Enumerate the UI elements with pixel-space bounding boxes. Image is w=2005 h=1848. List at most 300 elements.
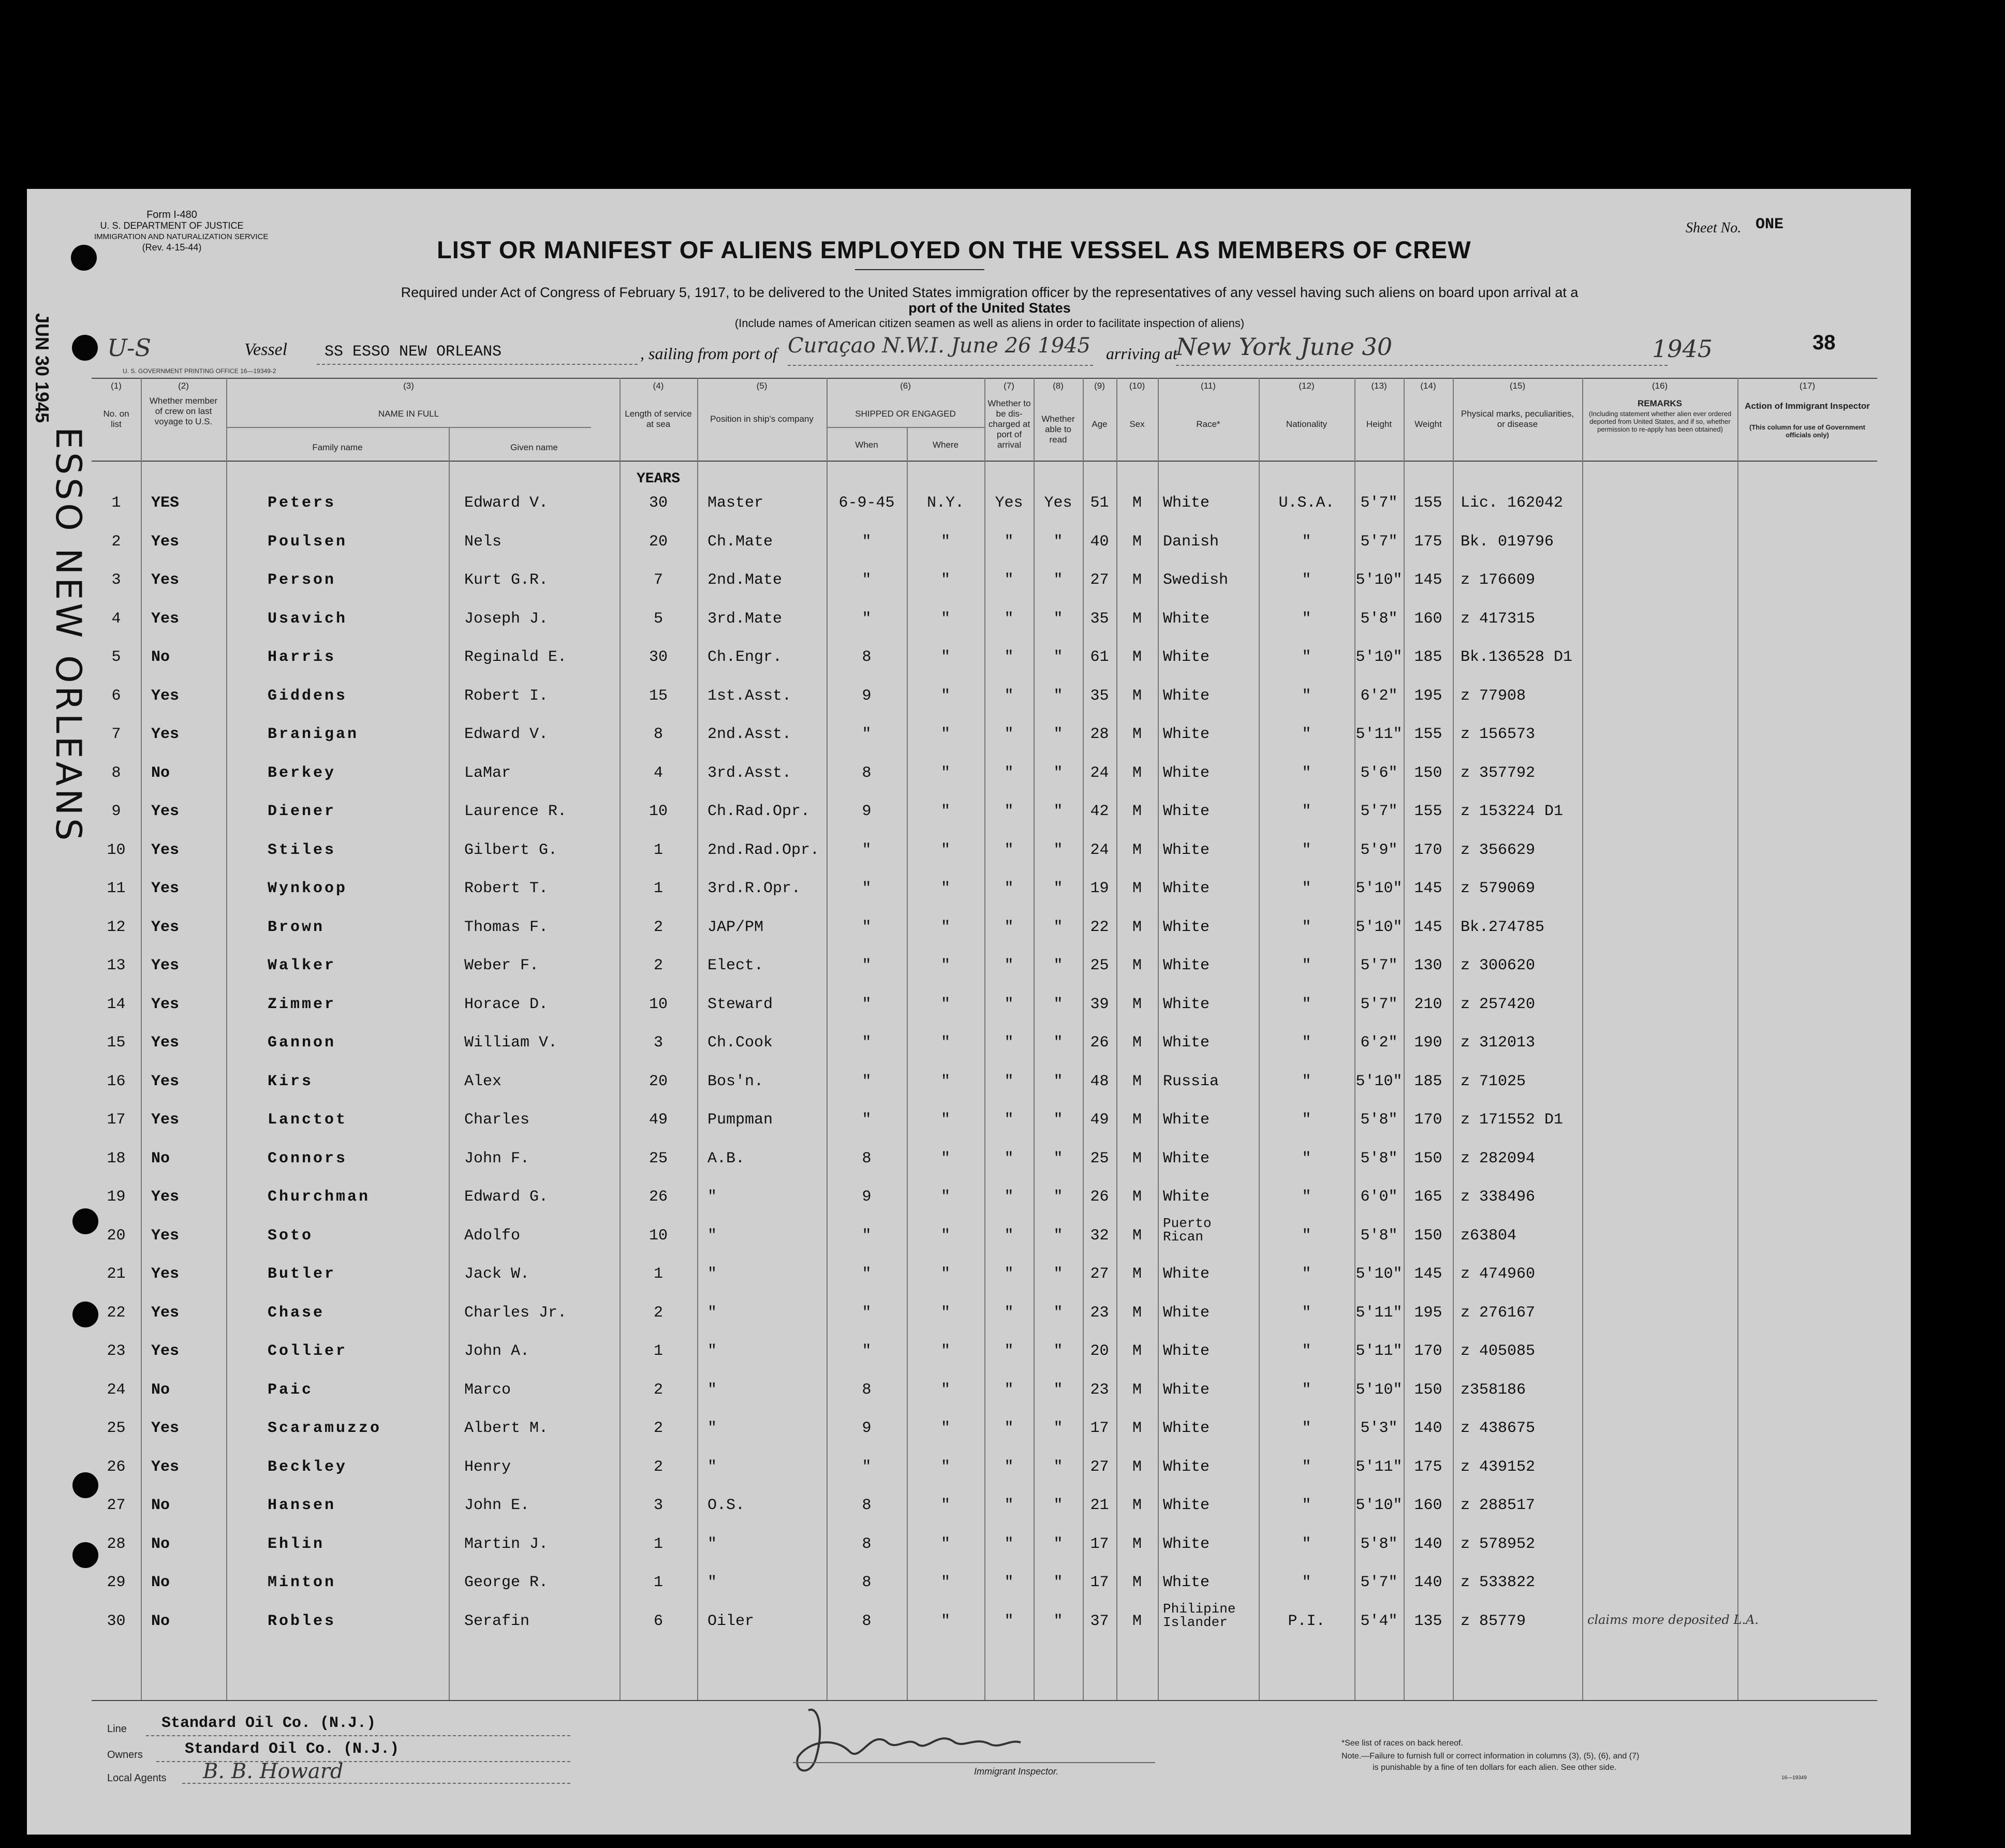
cell-service: 10 <box>648 995 668 1013</box>
cell-no: 16 <box>107 1072 126 1090</box>
cell-disch: " <box>1004 1381 1014 1399</box>
cell-marks: z 356629 <box>1461 841 1536 859</box>
cell-service: 1 <box>653 1574 663 1591</box>
cell-where: " <box>940 1497 950 1514</box>
cell-age: 21 <box>1090 1497 1109 1514</box>
cell-family: Giddens <box>268 687 348 705</box>
cell-disch: " <box>1004 764 1014 782</box>
cell-race: White <box>1163 494 1210 512</box>
cell-race: White <box>1163 957 1210 974</box>
cell-disch: " <box>1004 1420 1014 1437</box>
cell-disch: " <box>1004 1304 1014 1322</box>
header-crew-last-voyage: Whether member of crew on last voyage to U.S. <box>149 396 218 426</box>
cell-read: Yes <box>1044 494 1072 512</box>
cell-no: 19 <box>107 1188 126 1206</box>
cell-marks: z 438675 <box>1461 1420 1536 1437</box>
cell-where: " <box>940 1149 950 1167</box>
cell-disch: " <box>1004 610 1014 628</box>
cell-height: 5'7" <box>1360 494 1398 512</box>
cell-family: Walker <box>268 957 336 974</box>
cell-disch: " <box>1004 1535 1014 1553</box>
cell-read: " <box>1053 880 1063 897</box>
side-stamp-vessel: ESSO NEW ORLEANS <box>48 427 89 844</box>
cell-weight: 150 <box>1414 1226 1442 1245</box>
cell-sex: M <box>1132 1111 1142 1129</box>
table-row <box>92 841 1877 880</box>
cell-given: William V. <box>464 1034 558 1052</box>
cell-age: 61 <box>1090 648 1109 666</box>
sailing-from: Curaçao N.W.I. June 26 1945 <box>788 334 1090 358</box>
owners-value: Standard Oil Co. (N.J.) <box>185 1740 400 1758</box>
cell-nat: " <box>1302 995 1311 1013</box>
cell-nat: " <box>1302 1342 1311 1360</box>
cell-family: Person <box>268 571 336 589</box>
cell-sex: M <box>1132 726 1142 743</box>
cell-age: 39 <box>1090 995 1109 1013</box>
cell-sex: M <box>1132 1072 1142 1090</box>
header-position: Position in ship's company <box>710 414 814 424</box>
cell-where: " <box>940 1458 950 1476</box>
table-row <box>92 494 1877 533</box>
cell-marks: z 338496 <box>1461 1188 1536 1206</box>
cell-race: White <box>1163 1420 1210 1437</box>
cell-service: 1 <box>653 1535 663 1553</box>
cell-nat: " <box>1302 1034 1311 1052</box>
cell-service: 5 <box>653 610 663 628</box>
cell-crew: Yes <box>151 726 180 743</box>
cell-where: " <box>940 1612 950 1630</box>
sailing-underline <box>788 365 1093 366</box>
cell-given: Gilbert G. <box>464 841 558 859</box>
cell-no: 12 <box>107 918 126 936</box>
cell-disch: " <box>1004 841 1014 859</box>
vessel-underline <box>317 364 638 365</box>
cell-sex: M <box>1132 1304 1142 1322</box>
cell-service: 25 <box>648 1149 668 1167</box>
cell-crew: Yes <box>151 571 180 589</box>
cell-sex: M <box>1132 1612 1142 1630</box>
cell-height: 5'8" <box>1360 1535 1398 1553</box>
cell-weight: 145 <box>1414 918 1442 936</box>
cell-crew: Yes <box>151 610 180 628</box>
cell-service: 10 <box>648 803 668 820</box>
cell-no: 13 <box>107 957 126 974</box>
page-number: 38 <box>1812 331 1836 354</box>
cell-nat: " <box>1302 1072 1311 1090</box>
table-row <box>92 1111 1877 1150</box>
cell-when: 8 <box>862 764 872 782</box>
cell-family: Peters <box>268 494 336 512</box>
cell-crew: Yes <box>151 1265 180 1283</box>
cell-service: 2 <box>653 1381 663 1399</box>
cell-given: Thomas F. <box>464 918 549 936</box>
header-length-service: Length of service at sea <box>625 409 692 429</box>
cell-when: 9 <box>862 1420 872 1437</box>
arriving-at: New York June 30 <box>1176 333 1393 361</box>
cell-age: 27 <box>1090 1265 1109 1283</box>
line-label: Line <box>107 1723 127 1735</box>
cell-where: " <box>940 1111 950 1129</box>
cell-marks: z 257420 <box>1461 995 1536 1013</box>
header-shipped: SHIPPED OR ENGAGED <box>855 409 956 419</box>
column-number: (15) <box>1509 381 1526 391</box>
cell-read: " <box>1053 726 1063 743</box>
cell-weight: 140 <box>1414 1535 1442 1553</box>
cell-marks: z 300620 <box>1461 957 1536 974</box>
table-row <box>92 1265 1877 1304</box>
cell-read: " <box>1053 1612 1063 1630</box>
cell-when: " <box>862 726 872 743</box>
cell-height: 6'2" <box>1360 687 1398 705</box>
cell-service: 30 <box>648 648 668 666</box>
cell-crew: No <box>151 648 170 666</box>
header-action-sub: (This column for use of Government officials only) <box>1749 423 1865 439</box>
header-weight: Weight <box>1414 419 1442 429</box>
cell-when: 9 <box>862 1188 872 1206</box>
cell-weight: 140 <box>1414 1420 1442 1437</box>
cell-read: " <box>1053 1420 1063 1437</box>
cell-disch: " <box>1004 918 1014 936</box>
inspector-underline <box>793 1762 1155 1763</box>
vessel-name: SS ESSO NEW ORLEANS <box>325 343 502 361</box>
cell-height: 6'0" <box>1360 1188 1398 1206</box>
cell-disch: " <box>1004 648 1014 666</box>
cell-weight: 135 <box>1414 1612 1442 1630</box>
cell-nat: " <box>1302 648 1311 666</box>
cell-when: 8 <box>862 1535 872 1553</box>
cell-nat: " <box>1302 687 1311 705</box>
cell-position: 1st.Asst. <box>707 687 792 705</box>
cell-race: White <box>1163 648 1210 666</box>
cell-crew: Yes <box>151 1420 180 1437</box>
cell-where: " <box>940 1304 950 1322</box>
cell-race: White <box>1163 726 1210 743</box>
cell-race: White <box>1163 687 1210 705</box>
cell-weight: 140 <box>1414 1574 1442 1591</box>
cell-marks: z 578952 <box>1461 1535 1536 1553</box>
cell-weight: 195 <box>1414 1304 1442 1322</box>
header-when: When <box>855 440 878 450</box>
cell-family: Beckley <box>268 1458 348 1476</box>
cell-age: 51 <box>1090 494 1109 512</box>
cell-disch: " <box>1004 1111 1014 1129</box>
cell-given: Marco <box>464 1381 511 1399</box>
cell-family: Churchman <box>268 1188 371 1206</box>
cell-disch: " <box>1004 995 1014 1013</box>
column-number: (6) <box>900 381 911 391</box>
crew-table <box>92 378 1877 1700</box>
cell-sex: M <box>1132 687 1142 705</box>
cell-no: 24 <box>107 1381 126 1399</box>
column-number: (13) <box>1371 381 1387 391</box>
cell-sex: M <box>1132 918 1142 936</box>
cell-read: " <box>1053 1535 1063 1553</box>
cell-given: Martin J. <box>464 1535 549 1553</box>
cell-nat: " <box>1302 571 1311 589</box>
cell-height: 5'11" <box>1355 1458 1403 1476</box>
cell-race: Russia <box>1163 1072 1219 1090</box>
cell-when: " <box>862 1304 872 1322</box>
cell-nat: " <box>1302 880 1311 897</box>
cell-position: Master <box>707 494 764 512</box>
cell-race: White <box>1163 1458 1210 1476</box>
cell-height: 5'10" <box>1355 1072 1403 1090</box>
cell-disch: " <box>1004 1612 1014 1630</box>
cell-given: John A. <box>464 1342 530 1360</box>
cell-sex: M <box>1132 1149 1142 1167</box>
cell-when: 6-9-45 <box>838 494 895 512</box>
column-number: (11) <box>1201 381 1216 391</box>
cell-given: John E. <box>464 1497 530 1514</box>
cell-where: " <box>940 1420 950 1437</box>
cell-nat: " <box>1302 1226 1311 1245</box>
cell-crew: Yes <box>151 1458 180 1476</box>
cell-age: 24 <box>1090 841 1109 859</box>
cell-nat: " <box>1302 1188 1311 1206</box>
cell-when: " <box>862 1342 872 1360</box>
cell-read: " <box>1053 1265 1063 1283</box>
fine-note-2: is punishable by a fine of ten dollars for each alien. See other side. <box>1373 1763 1617 1772</box>
column-number: (17) <box>1799 381 1816 391</box>
cell-crew: No <box>151 764 170 782</box>
cell-family: Scaramuzzo <box>268 1420 382 1437</box>
cell-given: Henry <box>464 1458 511 1476</box>
cell-sex: M <box>1132 1342 1142 1360</box>
cell-height: 6'2" <box>1360 1034 1398 1052</box>
table-row <box>92 1601 1877 1651</box>
cell-sex: M <box>1132 1265 1142 1283</box>
cell-disch: " <box>1004 1149 1014 1167</box>
cell-marks: z 176609 <box>1461 571 1536 589</box>
cell-disch: " <box>1004 803 1014 820</box>
cell-sex: M <box>1132 764 1142 782</box>
cell-family: Harris <box>268 648 336 666</box>
cell-no: 9 <box>111 803 121 820</box>
cell-position: Bos'n. <box>707 1072 764 1090</box>
cell-height: 5'9" <box>1360 841 1398 859</box>
table-row <box>92 1073 1877 1112</box>
cell-where: " <box>940 1034 950 1052</box>
cell-where: " <box>940 764 950 782</box>
header-name-in-full: NAME IN FULL <box>378 409 439 419</box>
cell-read: " <box>1053 1111 1063 1129</box>
cell-position: 2nd.Mate <box>707 571 783 589</box>
cell-age: 27 <box>1090 571 1109 589</box>
vessel-label: Vessel <box>244 340 288 359</box>
cell-sex: M <box>1132 494 1142 512</box>
cell-service: 4 <box>653 764 663 782</box>
page-title: LIST OR MANIFEST OF ALIENS EMPLOYED ON THE VESSEL AS MEMBERS OF CREW <box>437 236 1471 263</box>
cell-crew: No <box>151 1149 170 1167</box>
arriving-underline <box>1176 365 1668 366</box>
cell-when: " <box>862 610 872 628</box>
cell-nat: " <box>1302 1420 1311 1437</box>
cell-where: " <box>940 1381 950 1399</box>
cell-service: 2 <box>653 1304 663 1322</box>
cell-position: Oiler <box>707 1612 755 1630</box>
form-code: 16—19349 <box>1781 1775 1807 1781</box>
cell-crew: Yes <box>151 1072 180 1090</box>
binder-hole <box>72 335 98 361</box>
table-row <box>92 1215 1877 1266</box>
cell-sex: M <box>1132 841 1142 859</box>
cell-where: " <box>940 687 950 705</box>
cell-when: 8 <box>862 1574 872 1591</box>
cell-marks: z 357792 <box>1461 764 1536 782</box>
cell-height: 5'10" <box>1355 1381 1403 1399</box>
cell-age: 49 <box>1090 1111 1109 1129</box>
cell-read: " <box>1053 1497 1063 1514</box>
cell-age: 26 <box>1090 1188 1109 1206</box>
cell-crew: No <box>151 1535 170 1553</box>
cell-race: Swedish <box>1163 571 1229 589</box>
arriving-label: arriving at <box>1106 344 1177 363</box>
cell-read: " <box>1053 957 1063 974</box>
cell-position: " <box>707 1458 717 1476</box>
cell-race: White <box>1163 1574 1210 1591</box>
cell-crew: No <box>151 1381 170 1399</box>
cell-sex: M <box>1132 1497 1142 1514</box>
column-number: (10) <box>1129 381 1145 391</box>
cell-race: White <box>1163 1535 1210 1553</box>
cell-age: 23 <box>1090 1304 1109 1322</box>
cell-sex: M <box>1132 957 1142 974</box>
cell-nat: " <box>1302 841 1311 859</box>
cell-sex: M <box>1132 1420 1142 1437</box>
cell-nat: " <box>1302 1304 1311 1322</box>
sheet-number: ONE <box>1756 216 1784 233</box>
cell-height: 5'7" <box>1360 1574 1398 1591</box>
cell-no: 3 <box>111 571 121 589</box>
cell-position: Ch.Mate <box>707 533 773 551</box>
cell-family: Usavich <box>268 610 348 628</box>
cell-read: " <box>1053 1188 1063 1206</box>
cell-read: " <box>1053 995 1063 1013</box>
years-label: YEARS <box>636 471 680 487</box>
fine-note-1: Note.—Failure to furnish full or correct information in columns (3), (5), (6), and (7) <box>1341 1752 1640 1761</box>
cell-position: " <box>707 1535 717 1553</box>
cell-race: Puerto Rican <box>1163 1215 1212 1245</box>
cell-crew: Yes <box>151 880 180 897</box>
cell-position: JAP/PM <box>707 918 764 936</box>
cell-when: " <box>862 1111 872 1129</box>
cell-disch: " <box>1004 1072 1014 1090</box>
cell-nat: " <box>1302 610 1311 628</box>
cell-weight: 170 <box>1414 1111 1442 1129</box>
table-row <box>92 880 1877 919</box>
cell-crew: Yes <box>151 533 180 551</box>
cell-sex: M <box>1132 995 1142 1013</box>
cell-no: 17 <box>107 1111 126 1129</box>
cell-weight: 155 <box>1414 494 1442 512</box>
cell-sex: M <box>1132 1574 1142 1591</box>
cell-no: 5 <box>111 648 121 666</box>
cell-where: " <box>940 995 950 1013</box>
cell-given: Joseph J. <box>464 610 549 628</box>
cell-marks: Lic. 162042 <box>1461 494 1564 512</box>
cell-race: White <box>1163 610 1210 628</box>
header-action: Action of Immigrant Inspector <box>1745 401 1870 411</box>
cell-height: 5'10" <box>1355 918 1403 936</box>
cell-weight: 165 <box>1414 1188 1442 1206</box>
cell-position: " <box>707 1381 717 1399</box>
cell-race: White <box>1163 764 1210 782</box>
cell-weight: 170 <box>1414 1342 1442 1360</box>
agents-label: Local Agents <box>107 1772 167 1784</box>
table-row <box>92 1034 1877 1073</box>
header-remarks: REMARKS <box>1638 398 1682 408</box>
cell-given: Charles Jr. <box>464 1304 567 1322</box>
cell-disch: " <box>1004 1458 1014 1476</box>
cell-family: Hansen <box>268 1497 336 1514</box>
header-age: Age <box>1092 419 1108 429</box>
form-number: Form I-480 <box>146 209 197 220</box>
cell-position: O.S. <box>707 1497 745 1514</box>
cell-nat: " <box>1302 957 1311 974</box>
cell-position: Ch.Cook <box>707 1034 773 1052</box>
cell-weight: 150 <box>1414 1381 1442 1399</box>
cell-position: Elect. <box>707 957 764 974</box>
cell-marks: z 579069 <box>1461 880 1536 897</box>
cell-disch: " <box>1004 571 1014 589</box>
cell-weight: 185 <box>1414 1072 1442 1090</box>
arrival-year: 1945 <box>1652 335 1713 363</box>
cell-read: " <box>1053 571 1063 589</box>
cell-position: 2nd.Rad.Opr. <box>707 841 820 859</box>
cell-family: Lanctot <box>268 1111 348 1129</box>
cell-given: Edward V. <box>464 494 549 512</box>
cell-height: 5'11" <box>1355 1342 1403 1360</box>
cell-sex: M <box>1132 803 1142 820</box>
cell-race: White <box>1163 1497 1210 1514</box>
cell-height: 5'8" <box>1360 610 1398 628</box>
cell-crew: Yes <box>151 1304 180 1322</box>
cell-weight: 195 <box>1414 687 1442 705</box>
line-value: Standard Oil Co. (N.J.) <box>161 1714 376 1732</box>
cell-age: 17 <box>1090 1535 1109 1553</box>
cell-position: Ch.Rad.Opr. <box>707 803 810 820</box>
cell-when: " <box>862 571 872 589</box>
cell-when: " <box>862 533 872 551</box>
cell-marks: Bk.136528 D1 <box>1461 648 1573 666</box>
cell-nat: " <box>1302 1535 1311 1553</box>
cell-crew: No <box>151 1497 170 1514</box>
table-row <box>92 533 1877 572</box>
cell-disch: " <box>1004 1342 1014 1360</box>
cell-service: 1 <box>653 841 663 859</box>
cell-marks: z 77908 <box>1461 687 1526 705</box>
cell-no: 25 <box>107 1420 126 1437</box>
cell-nat: " <box>1302 1574 1311 1591</box>
column-number: (3) <box>403 381 414 391</box>
line-underline <box>146 1735 570 1736</box>
cell-marks: Bk.274785 <box>1461 918 1545 936</box>
cell-family: Connors <box>268 1149 348 1167</box>
cell-family: Stiles <box>268 841 336 859</box>
form-dept: U. S. DEPARTMENT OF JUSTICE <box>100 220 244 231</box>
requirement-line-2: port of the United States <box>908 300 1071 316</box>
cell-height: 5'8" <box>1360 1226 1398 1245</box>
cell-position: " <box>707 1188 717 1206</box>
table-row <box>92 1188 1877 1227</box>
cell-position: 3rd.R.Opr. <box>707 880 801 897</box>
cell-position: 3rd.Mate <box>707 610 783 628</box>
cell-where: " <box>940 880 950 897</box>
cell-given: John F. <box>464 1149 530 1167</box>
header-race: Race* <box>1196 419 1220 429</box>
cell-age: 42 <box>1090 803 1109 820</box>
cell-disch: " <box>1004 1574 1014 1591</box>
